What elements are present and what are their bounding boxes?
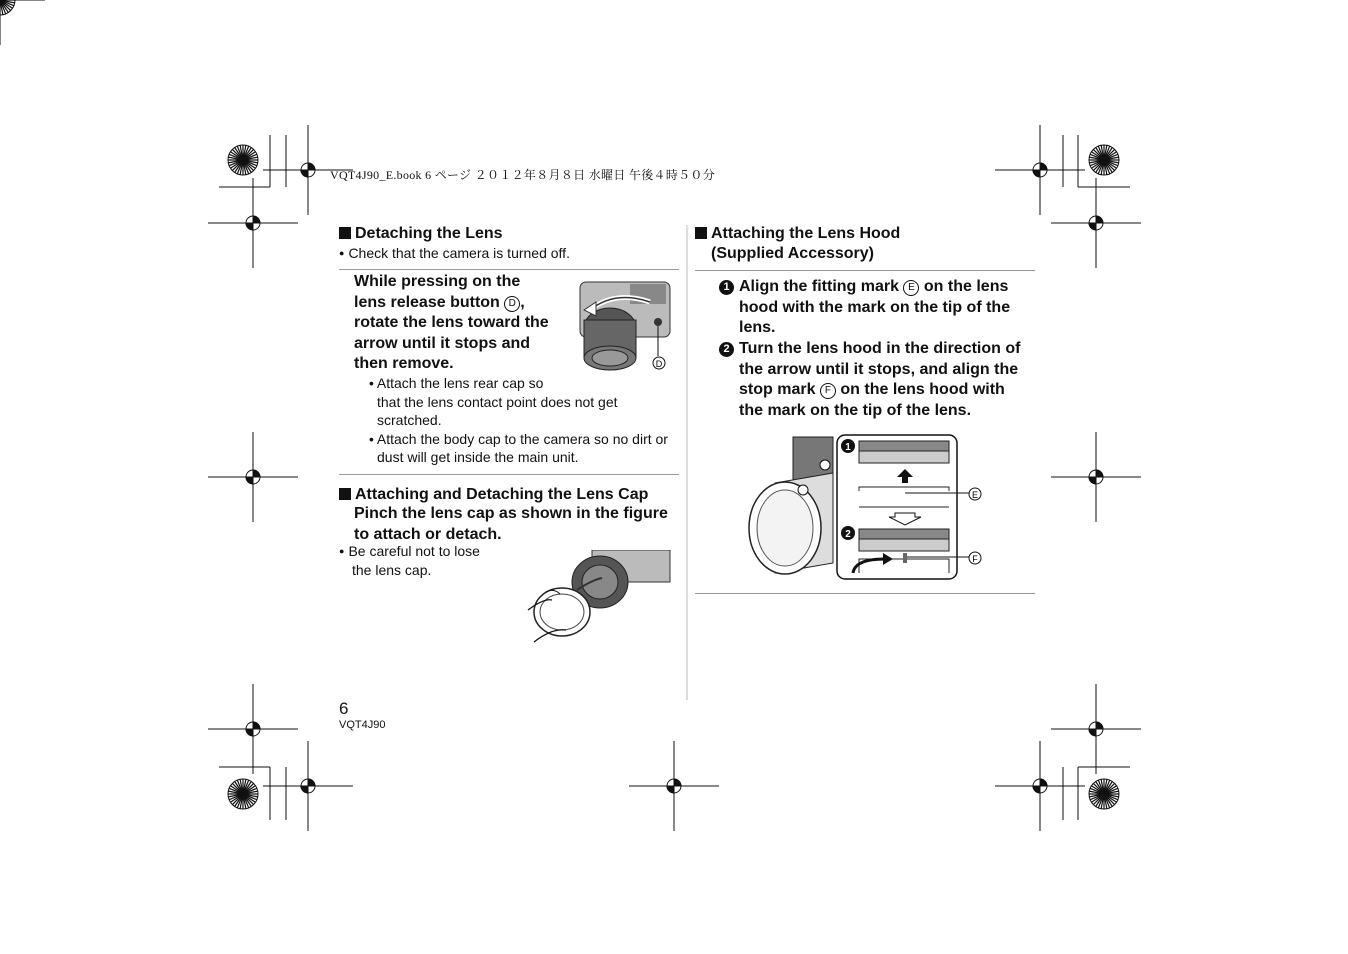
detach-lens-heading: Detaching the Lens	[339, 224, 503, 244]
figure-step-2-label: 2	[845, 529, 851, 540]
lens-hood-heading: Attaching the Lens Hood (Supplied Accessory)	[695, 224, 900, 264]
figure-label-e: E	[971, 490, 979, 500]
figure-label-f: F	[972, 554, 978, 564]
detach-lens-sub-notes	[354, 374, 684, 467]
detach-lens-illustration	[570, 280, 675, 372]
instruction-line-2: lens release button D ,	[354, 293, 525, 311]
lens-cap-instruction: Pinch the lens cap as shown in the figure to attach or detach.	[354, 505, 668, 543]
divider	[339, 474, 679, 475]
divider	[695, 270, 1035, 271]
detach-lens-note: ● Check that the camera is turned off.	[339, 244, 570, 263]
lens-hood-illustration	[745, 433, 985, 583]
sub-note-1: • Attach the lens rear cap so that the lens contact point does not get scratched.	[354, 374, 684, 430]
marker-e-icon: E	[903, 280, 919, 296]
header-slug: VQT4J90_E.book 6 ページ ２０１２年８月８日 水曜日 午後４時５０分	[330, 168, 716, 182]
sub-note-2: • Attach the body cap to the camera so no dirt or dust will get inside the main unit.	[354, 430, 684, 467]
divider	[339, 269, 679, 270]
divider	[695, 593, 1035, 594]
lens-cap-heading: Attaching and Detaching the Lens Cap	[339, 485, 648, 505]
square-bullet-icon	[695, 227, 707, 239]
square-bullet-icon	[339, 227, 351, 239]
lens-cap-note: ● Be careful not to lose the lens cap.	[339, 542, 480, 579]
detach-lens-instruction: While pressing on the lens release button D , rotate the lens toward the arrow until it stops and then remove.	[354, 272, 569, 375]
figure-step-1-label: 1	[845, 442, 851, 453]
hood-step-2: 2 Turn the lens hood in the direction of the arrow until it stops, and align the stop mark F on the lens hood with the mark on the tip of the lens.	[719, 339, 1039, 421]
lens-cap-illustration	[522, 550, 672, 650]
step-2-icon: 2	[719, 342, 734, 357]
square-bullet-icon	[339, 488, 351, 500]
page-number: 6	[339, 699, 349, 718]
step-1-icon: 1	[719, 280, 734, 295]
marker-d-icon: D	[504, 296, 520, 312]
hood-step-1: 1 Align the fitting mark E on the lens hood with the mark on the tip of the lens.	[719, 277, 1039, 339]
marker-f-icon: F	[820, 383, 836, 399]
figure-label-d: D	[655, 359, 663, 369]
model-code: VQT4J90	[339, 719, 386, 731]
